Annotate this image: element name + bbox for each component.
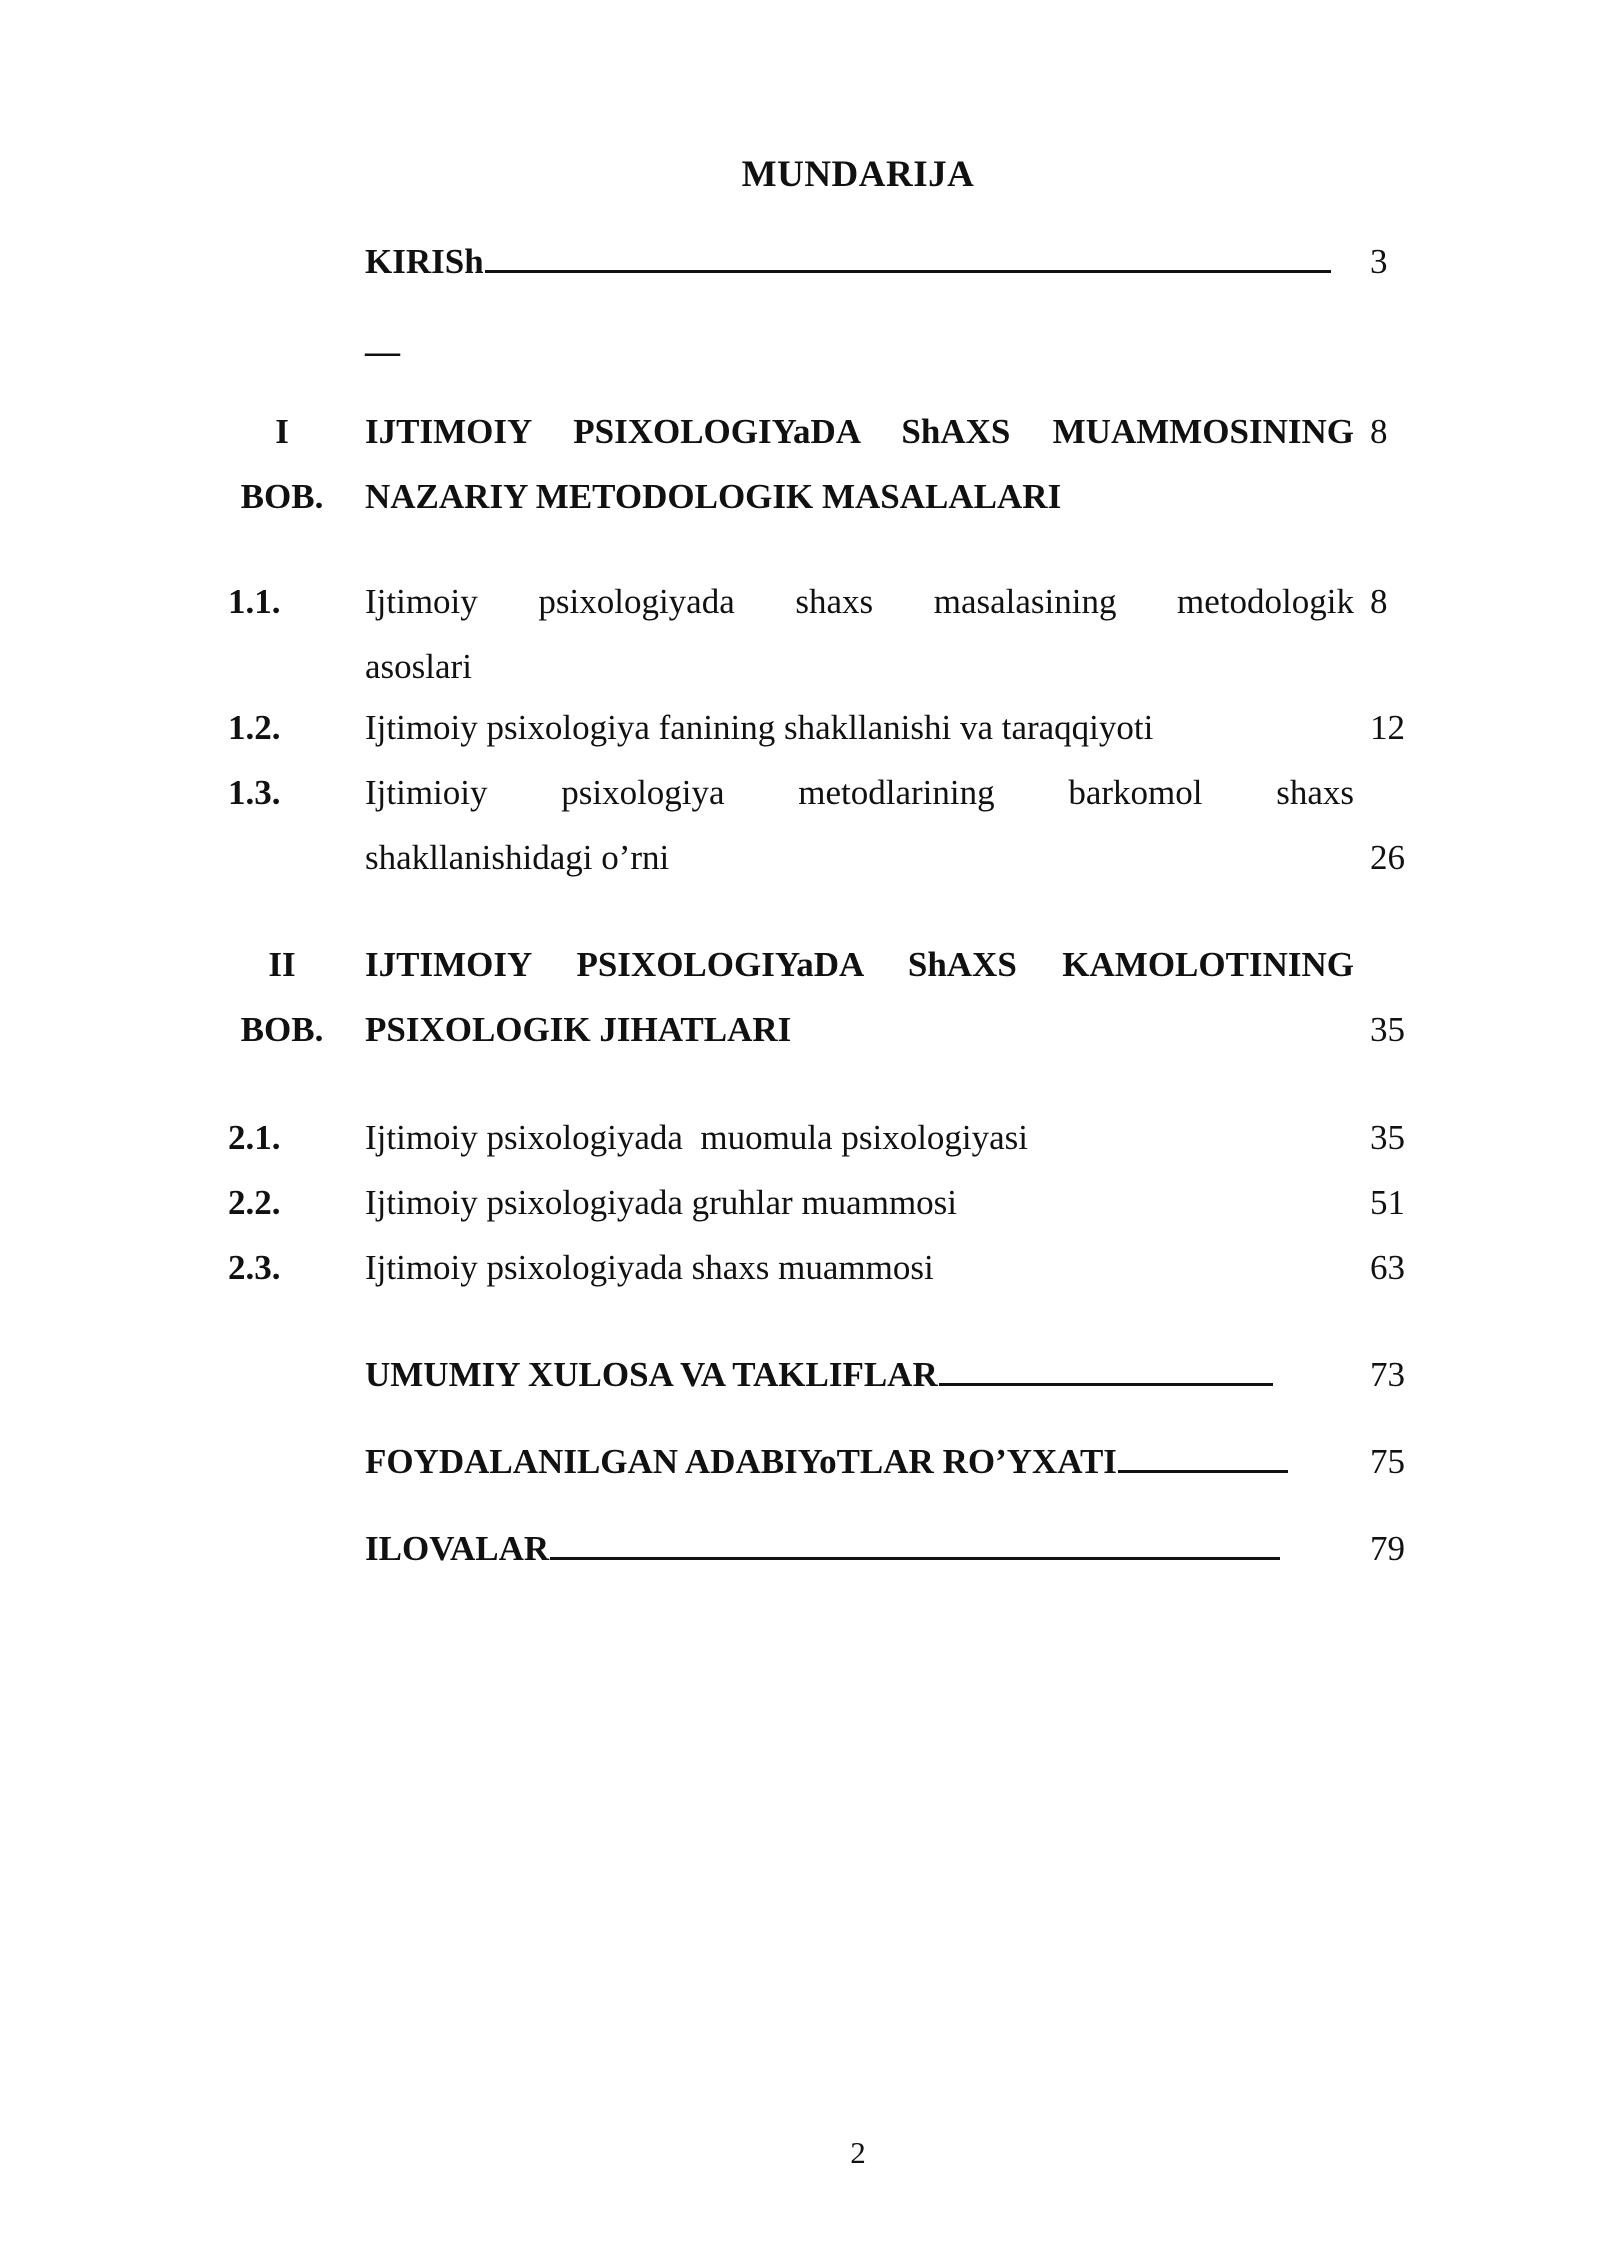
section-2-2-title: Ijtimoiy psixologiyada gruhlar muammosi bbox=[365, 1183, 958, 1222]
appendix-label: ILOVALAR bbox=[365, 1529, 550, 1568]
chapter1-page: 8 bbox=[1370, 412, 1388, 451]
chapter2-bob: BOB. bbox=[240, 1010, 324, 1049]
leader-line bbox=[550, 1555, 1280, 1560]
intro-trailing-rule: __ bbox=[365, 320, 400, 359]
section-1-2-title: Ijtimoiy psixologiya fanining shakllanishi va taraqqiyoti bbox=[365, 708, 1154, 747]
chapter2-title-line1: IJTIMOIY PSIXOLOGIYaDA ShAXS KAMOLOTINING bbox=[365, 945, 1354, 984]
references-page: 75 bbox=[1370, 1442, 1405, 1481]
section-2-2-page: 51 bbox=[1370, 1183, 1405, 1222]
leader-line bbox=[1118, 1468, 1288, 1473]
section-2-1-number: 2.1. bbox=[228, 1118, 281, 1157]
section-2-3-page: 63 bbox=[1370, 1248, 1405, 1287]
section-1-2-number: 1.2. bbox=[228, 708, 281, 747]
section-1-1-page: 8 bbox=[1370, 582, 1388, 621]
chapter1-number: I bbox=[275, 412, 289, 451]
chapter1-title-line1: IJTIMOIY PSIXOLOGIYaDA ShAXS MUAMMOSINING bbox=[365, 412, 1354, 451]
toc-entry-intro bbox=[365, 240, 1354, 284]
section-2-1-title: Ijtimoiy psixologiyada muomula psixologiyasi bbox=[365, 1118, 1029, 1157]
section-2-2-number: 2.2. bbox=[228, 1183, 281, 1222]
toc-entry-conclusion bbox=[365, 1353, 1354, 1397]
page-number: 2 bbox=[850, 2135, 866, 2170]
toc-title: MUNDARIJA bbox=[741, 154, 975, 195]
leader-line bbox=[485, 268, 1331, 273]
section-2-1-page: 35 bbox=[1370, 1118, 1405, 1157]
conclusion-page: 73 bbox=[1370, 1355, 1405, 1394]
intro-page: 3 bbox=[1370, 242, 1388, 281]
toc-entry-appendix bbox=[365, 1527, 1354, 1571]
chapter2-number: II bbox=[268, 945, 296, 984]
section-1-3-title-line2: shakllanishidagi o’rni bbox=[365, 838, 670, 877]
section-2-3-title: Ijtimoiy psixologiyada shaxs muammosi bbox=[365, 1248, 934, 1287]
appendix-page: 79 bbox=[1370, 1529, 1405, 1568]
chapter2-page: 35 bbox=[1370, 1010, 1405, 1049]
conclusion-label: UMUMIY XULOSA VA TAKLIFLAR bbox=[365, 1355, 938, 1394]
section-1-3-title-line1: Ijtimioiy psixologiya metodlarining barkomol shaxs bbox=[365, 773, 1354, 812]
section-1-3-number: 1.3. bbox=[228, 773, 281, 812]
intro-label: KIRISh bbox=[365, 242, 484, 281]
section-2-3-number: 2.3. bbox=[228, 1248, 281, 1287]
chapter1-title-line2: NAZARIY METODOLOGIK MASALALARI bbox=[365, 477, 1062, 516]
section-1-1-title-line1: Ijtimoiy psixologiyada shaxs masalasining metodologik bbox=[365, 582, 1354, 621]
section-1-2-page: 12 bbox=[1370, 708, 1405, 747]
chapter1-bob: BOB. bbox=[240, 477, 324, 516]
section-1-3-page: 26 bbox=[1370, 838, 1405, 877]
references-label: FOYDALANILGAN ADABIYoTLAR RO’YXATI bbox=[365, 1442, 1117, 1481]
section-1-1-title-line2: asoslari bbox=[365, 647, 472, 686]
chapter2-title-line2: PSIXOLOGIK JIHATLARI bbox=[365, 1010, 792, 1049]
toc-entry-references bbox=[365, 1440, 1354, 1484]
leader-line bbox=[939, 1381, 1273, 1386]
section-1-1-number: 1.1. bbox=[228, 582, 281, 621]
